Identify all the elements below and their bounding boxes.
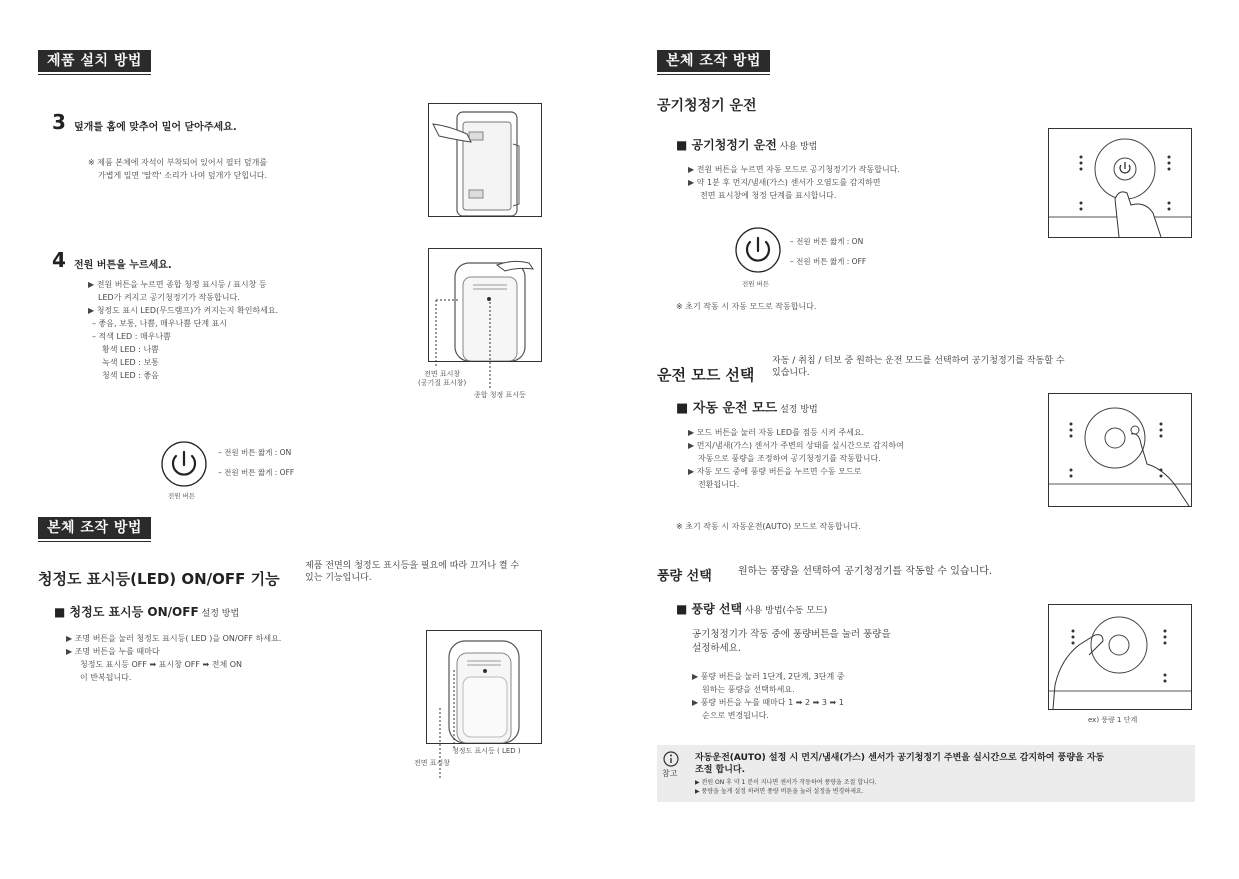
led-function-title: 청정도 표시등(LED) ON/OFF 기능 <box>38 570 280 588</box>
mode-title: 운전 모드 선택 <box>657 366 755 384</box>
figure-caption-fan: ex) 풍량 1 단계 <box>1088 716 1138 724</box>
step-note: ※ 제품 본체에 자석이 부착되어 있어서 필터 덮개를 가볍게 밀면 '딸깍' 소리가 나며 덮개가 닫힙니다. <box>88 158 268 180</box>
note-bold-text: 자동운전(AUTO) 설정 시 먼지/냄새(가스) 센서가 공기청정기 주변을 실시간으로 감지하여 풍량을 자동 조절 합니다. <box>695 753 1105 775</box>
step-number: 3 <box>52 110 66 134</box>
reference-note-box <box>657 745 1195 802</box>
power-button-icon <box>160 440 208 488</box>
figure-control-panel-mode <box>1048 393 1192 507</box>
control-panel-illustration <box>1049 394 1191 506</box>
section-title-install: 제품 설치 방법 <box>38 50 151 72</box>
power-button-label: 전원 버튼 <box>742 280 770 288</box>
mode-note: ※ 초기 작동 시 자동운전(AUTO) 모드로 작동합니다. <box>676 522 861 531</box>
figure-control-panel-power <box>1048 128 1192 238</box>
figure-caption-indicator: 종합 청정 표시등 <box>474 391 526 399</box>
power-button-label: 전원 버튼 <box>168 492 196 500</box>
fan-subheading: ■ 풍량 선택 사용 방법(수동 모드) <box>676 602 828 616</box>
led-description: ▶ 조명 버튼을 눌러 청정도 표시등( LED )을 ON/OFF 하세요. ▶ 조명 버튼을 누를 때마다 청정도 표시등 OFF ➡ 표시창 OFF ➡ 전체 ON 이 반복됩니다. <box>66 634 282 682</box>
power-off-text: – 전원 버튼 짧게 : OFF <box>218 468 295 477</box>
figure-cover-closing <box>428 103 542 217</box>
air-purifier-illustration <box>429 104 541 216</box>
mode-desc: 자동 / 취침 / 터보 중 원하는 운전 모드를 선택하여 공기청정기를 작동할 수 있습니다. <box>772 356 1065 378</box>
led-subheading: ■ 청정도 표시등 ON/OFF 설정 방법 <box>54 605 240 619</box>
step-number: 4 <box>52 248 66 272</box>
figure-control-panel-fan <box>1048 604 1192 710</box>
power-on-text: – 전원 버튼 짧게 : ON <box>790 237 864 246</box>
fan-intro: 공기청정기가 작동 중에 풍량버튼을 눌러 풍량을 설정하세요. <box>692 629 891 654</box>
fan-description: ▶ 풍량 버튼을 눌러 1단계, 2단계, 3단계 중 원하는 풍량을 선택하세요. ▶ 풍량 버튼을 누를 때마다 1 ➡ 2 ➡ 3 ➡ 1 순으로 변경됩니다. <box>692 672 845 720</box>
note-details: ▶ 전원 ON 후 약 1 분이 지나면 센서가 작동하여 풍량을 조절 합니다. ▶ 풍량을 높게 설정 하려면 풍량 버튼을 눌러 설정을 변경하세요. <box>695 779 877 795</box>
section-title-control: 본체 조작 방법 <box>657 50 770 72</box>
power-button-icon <box>734 226 782 274</box>
run-subheading: ■ 공기청정기 운전 사용 방법 <box>676 138 818 152</box>
mode-subheading: ■ 자동 운전 모드 설정 방법 <box>676 401 818 416</box>
fan-title: 풍량 선택 <box>657 569 712 584</box>
control-panel-illustration <box>1049 129 1191 237</box>
step-title: 전원 버튼을 누르세요. <box>74 260 172 271</box>
section-title-control: 본체 조작 방법 <box>38 517 151 539</box>
led-function-desc: 제품 전면의 청정도 표시등을 필요에 따라 끄거나 켤 수 있는 기능입니다. <box>305 561 520 583</box>
figure-caption-display: 전면 표시창 <box>414 759 451 767</box>
mode-description: ▶ 모드 버튼을 눌러 자동 LED를 점등 시켜 주세요. ▶ 먼지/냄새(가스) 센서가 주변의 상태를 실시간으로 감지하여 자동으로 풍량을 조정하여 공기청정기를 작동합니다. ▶ 자동 모드 중에 풍량 버튼을 누르면 수동 모드로 전환됩니다. <box>688 428 904 489</box>
control-panel-illustration <box>1049 605 1191 709</box>
step-description: ▶ 전원 버튼을 누르면 종합 청정 표시등 / 표시창 등 LED가 켜지고 공기청정기가 작동합니다. ▶ 청정도 표시 LED(무드램프)가 켜지는지 확인하세요. – 좋음, 보통, 나쁨, 매우나쁨 단계 표시 – 적색 LED : 매우나쁨 황색 LED : 나쁨 녹색 LED : 보통 청색 LED : 좋음 <box>88 280 279 380</box>
step-title: 덮개를 홈에 맞추어 밀어 닫아주세요. <box>74 122 237 133</box>
run-description: ▶ 전원 버튼을 누르면 자동 모드로 공기청정기가 작동합니다. ▶ 약 1분 후 먼지/냄새(가스) 센서가 오염도를 감지하면 전면 표시창에 청정 단계를 표시합니다. <box>688 165 900 200</box>
fan-desc: 원하는 풍량을 선택하여 공기청정기를 작동할 수 있습니다. <box>738 566 993 577</box>
run-title: 공기청정기 운전 <box>657 98 757 114</box>
power-on-text: – 전원 버튼 짧게 : ON <box>218 448 292 457</box>
run-note: ※ 초기 작동 시 자동 모드로 작동합니다. <box>676 302 817 311</box>
info-icon <box>663 751 679 767</box>
note-label: 참고 <box>662 769 678 778</box>
figure-caption-led: 청정도 표시등 ( LED ) <box>452 747 521 755</box>
figure-caption-display: 전면 표시창 (공기질 표시창) <box>418 370 467 387</box>
power-off-text: – 전원 버튼 짧게 : OFF <box>790 257 867 266</box>
